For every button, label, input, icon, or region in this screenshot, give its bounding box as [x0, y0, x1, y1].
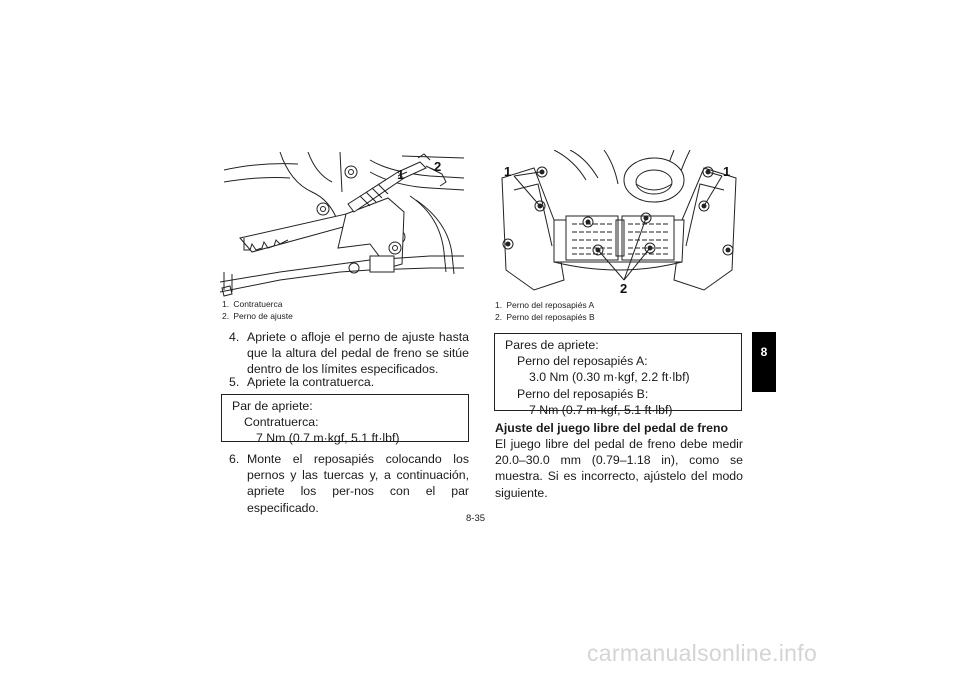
step-4-text: Apriete o afloje el perno de ajuste hasta que la altura del pedal de freno se sitúe dentro de los límites especificados. — [247, 330, 469, 377]
step-6 — [229, 451, 469, 516]
caption-contratuerca: 1. Contratuerca — [222, 299, 283, 309]
chapter-tab-label: 8 — [760, 345, 768, 359]
step-4-number: 4. — [229, 330, 240, 344]
torque-item-a: Perno del reposapiés A: — [517, 354, 648, 369]
torque-item-b: Perno del reposapiés B: — [517, 386, 649, 401]
watermark: carmanualsonline.info — [587, 640, 818, 666]
caption-perno-ajuste: 2. Perno de ajuste — [222, 311, 293, 321]
torque-value-b: 7 Nm (0.7 m·kgf, 5.1 ft·lbf) — [529, 402, 673, 417]
step-4 — [229, 329, 469, 378]
step-5-number: 5. — [229, 375, 240, 389]
page-number: 8-35 — [466, 513, 486, 524]
chapter-tab — [752, 332, 776, 392]
callout-1: 1 — [397, 167, 405, 182]
caption-perno-a: 1. Perno del reposapiés A — [495, 300, 595, 310]
callout-1-left: 1 — [504, 164, 512, 179]
section-heading: Ajuste del juego libre del pedal de freno — [495, 421, 728, 435]
callout-2: 2 — [434, 159, 442, 174]
callout-2: 2 — [620, 281, 628, 296]
left-figure-captions — [222, 298, 293, 322]
section-body: El juego libre del pedal de freno debe medir 20.0–30.0 mm (0.79–1.18 in), como se muestra. Si es incorrecto, ajústelo del modo siguiente. — [495, 437, 743, 500]
right-figure-captions — [495, 299, 595, 323]
torque-title: Pares de apriete: — [505, 338, 599, 352]
caption-perno-b: 2. Perno del reposapiés B — [495, 312, 595, 322]
torque-box-reposapies — [494, 333, 742, 417]
brake-pedal-illustration — [220, 152, 468, 298]
torque-item: Contratuerca: — [244, 415, 319, 430]
torque-value: 7 Nm (0.7 m·kgf, 5.1 ft·lbf) — [256, 431, 400, 446]
torque-box-contratuerca — [221, 394, 469, 446]
step-6-number: 6. — [229, 452, 240, 466]
step-5 — [229, 374, 469, 390]
callout-1-right: 1 — [723, 164, 731, 179]
step-5-text: Apriete la contratuerca. — [247, 375, 375, 389]
footrest-bolts-illustration — [494, 150, 744, 298]
step-6-text: Monte el reposapiés colocando los pernos y las tuercas y, a continuación, apriete los per-nos con el par especificado. — [247, 452, 469, 515]
torque-title: Par de apriete: — [232, 399, 313, 413]
torque-value-a: 3.0 Nm (0.30 m·kgf, 2.2 ft·lbf) — [529, 370, 690, 385]
